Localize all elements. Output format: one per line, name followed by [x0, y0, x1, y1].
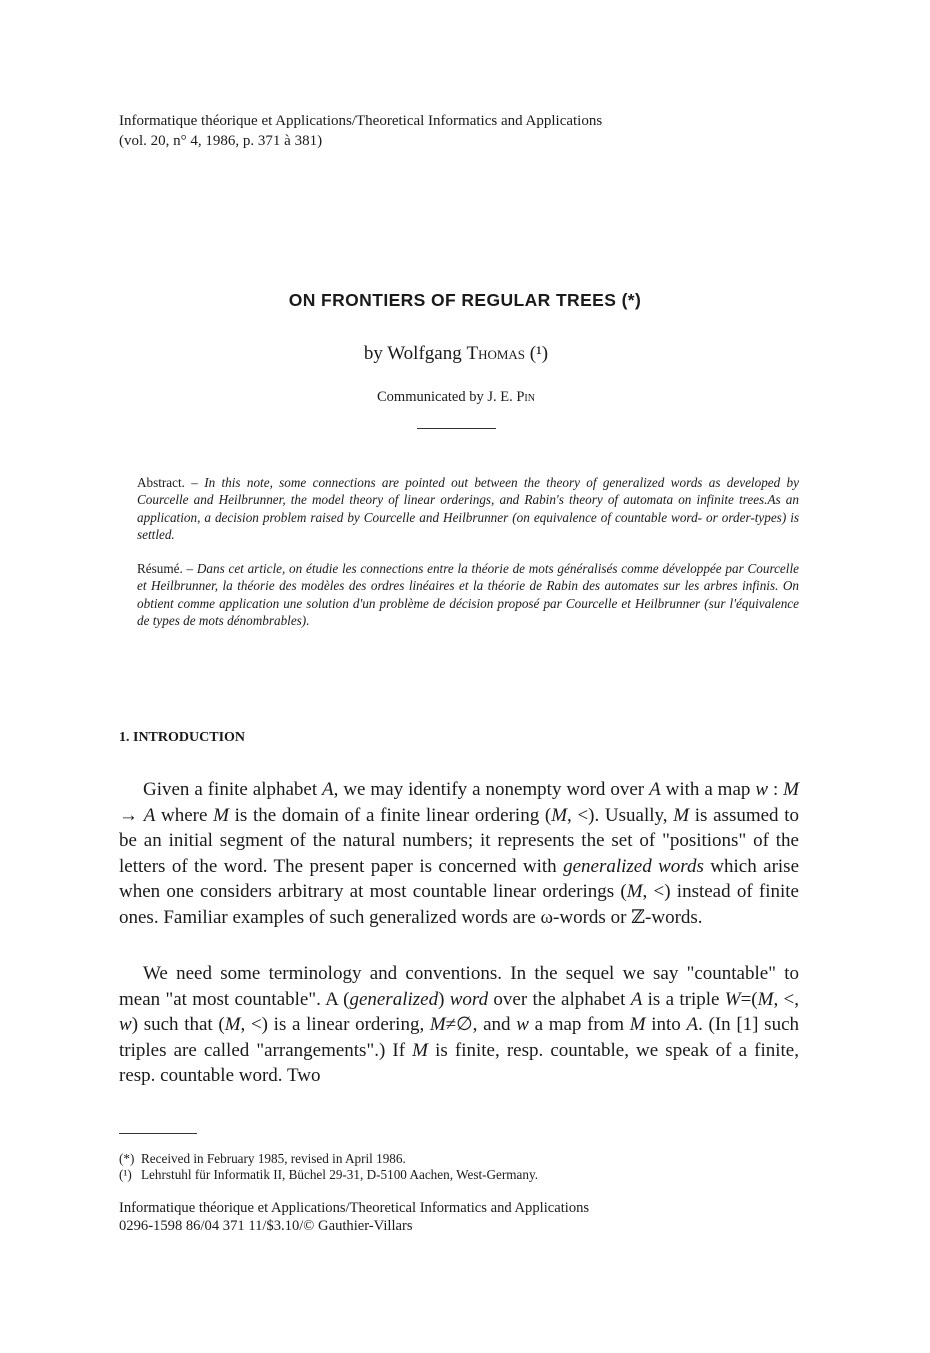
- journal-header: [119, 111, 602, 151]
- footnote-1-mark: (*): [119, 1151, 135, 1166]
- journal-volume: (vol. 20, n° 4, 1986, p. 371 à 381): [119, 133, 323, 149]
- author-line: [0, 343, 912, 365]
- footnote-2: [119, 1167, 538, 1183]
- intro-paragraph-2: We need some terminology and conventions. In the sequel we say "countable" to mean "at most countable". A (generalized) word over the alphabet A is a triple W=(M, <, w) such that (M, <) is a linear ordering, M≠∅, and w a map from M into A. (In [1] such triples are called "arrangements".) If M is finite, resp. countable, we speak of a finite, resp. countable word. Two: [119, 963, 800, 1086]
- title-divider: [417, 428, 496, 429]
- resume-label: Résumé. –: [137, 561, 197, 576]
- communicated-prefix: Communicated by J. E.: [377, 389, 517, 405]
- page-footer: [119, 1200, 589, 1235]
- abstract: [137, 474, 799, 543]
- abstract-text: In this note, some connections are pointed out between the theory of generalized words as developed by Courcelle and Heilbrunner, the model theory of linear orderings, and Rabin's theory of automata on infinite trees.As an application, a decision problem raised by Courcelle and Heilbrunner (on equivalence of countable word- or order-types) is settled.: [137, 475, 799, 542]
- footnote-divider: [119, 1133, 197, 1134]
- communicated-name: Pin: [516, 389, 535, 405]
- paper-title: ON FRONTIERS OF REGULAR TREES (*): [288, 290, 642, 310]
- footnote-1-text: Received in February 1985, revised in April 1986.: [141, 1151, 406, 1166]
- footer-journal: Informatique théorique et Applications/Theoretical Informatics and Applications: [119, 1200, 590, 1216]
- author-footmark: (¹): [525, 343, 549, 364]
- footer-issn: 0296-1598 86/04 371 11/$3.10/© Gauthier-Villars: [119, 1217, 413, 1234]
- author-surname: Thomas: [466, 343, 526, 364]
- footnote-1: [119, 1151, 406, 1167]
- footnote-2-text: Lehrstuhl für Informatik II, Büchel 29-31, D-5100 Aachen, West-Germany.: [141, 1167, 539, 1182]
- section-heading: 1. INTRODUCTION: [119, 730, 246, 745]
- intro-paragraph-1: Given a finite alphabet A, we may identify a nonempty word over A with a map w : M → A where M is the domain of a finite linear ordering (M, <). Usually, M is assumed to be an initial segment of the natural numbers; it represents the set of "positions" of the letters of the word. The present paper is concerned with generalized words which arise when one considers arbitrary at most countable linear orderings (M, <) instead of finite ones. Familiar examples of such generalized words are ω-words or ℤ-words.: [119, 779, 800, 928]
- footnote-2-mark: (¹): [119, 1167, 132, 1182]
- resume-text: Dans cet article, on étudie les connections entre la théorie de mots généralisés comme développée par Courcelle et Heilbrunner, la théorie des modèles des ordres linéaires et la théorie de Rabin des automates sur les arbres infinis. On obtient comme application une solution d'un problème de décision proposé par Courcelle et Heilbrunner (sur l'équivalence de types de mots dénombrables).: [137, 561, 799, 628]
- journal-name: Informatique théorique et Applications/Theoretical Informatics and Applications: [119, 113, 603, 129]
- communicated-line: [0, 389, 912, 406]
- author-prefix: by Wolfgang: [363, 343, 467, 364]
- resume: [137, 560, 799, 629]
- abstract-label: Abstract. –: [137, 475, 205, 490]
